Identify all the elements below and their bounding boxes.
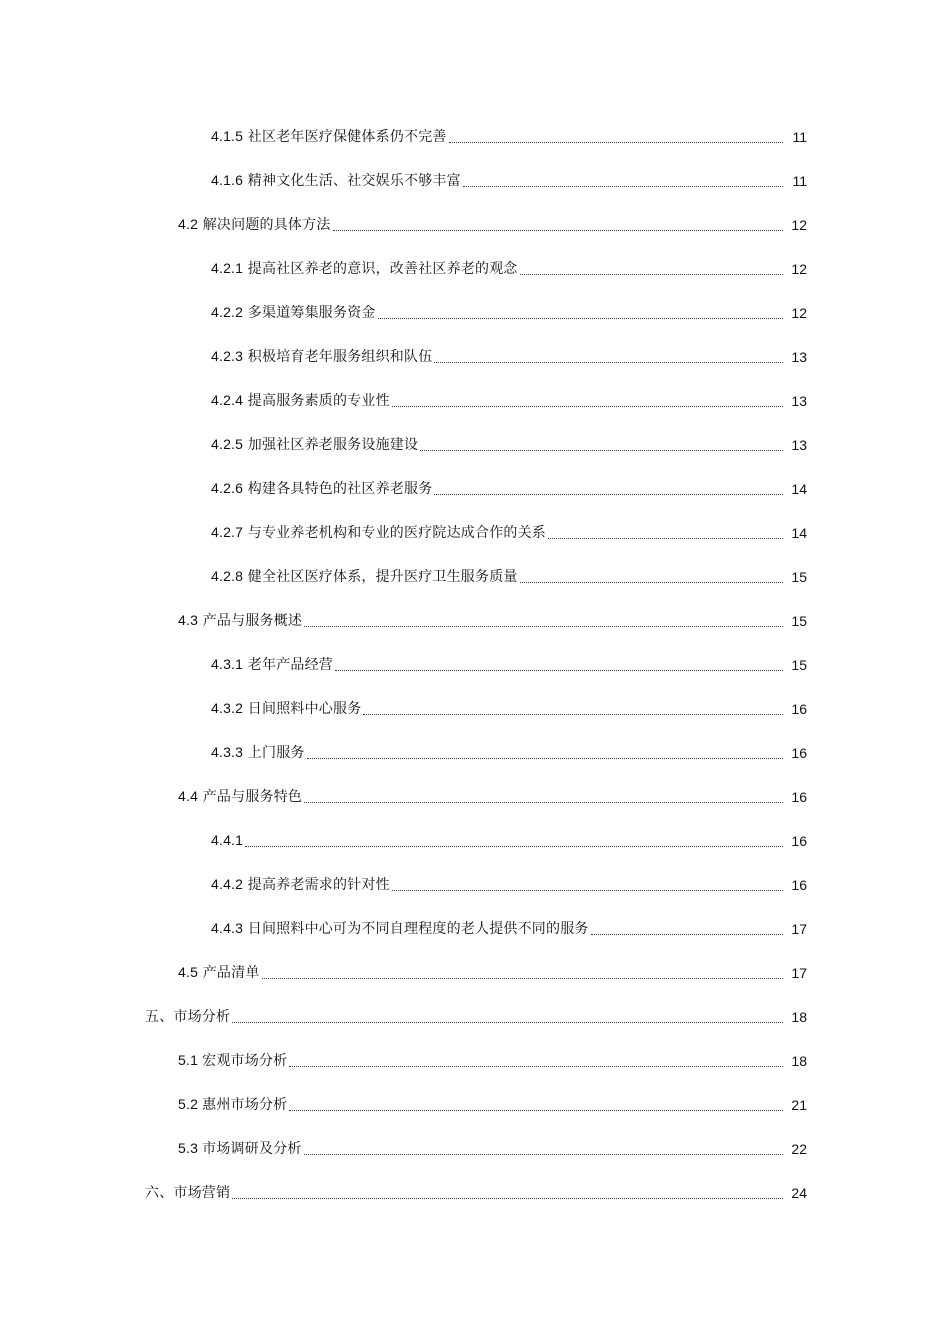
- toc-dot-leader: [520, 273, 783, 275]
- toc-entry-4-1-6[interactable]: [0, 170, 950, 192]
- toc-entry-title: 社区老年医疗保健体系仍不完善: [247, 129, 447, 145]
- toc-entry-text: [211, 477, 432, 500]
- toc-entry-4-2-5[interactable]: [0, 434, 950, 456]
- toc-page-number: 16: [791, 701, 807, 717]
- toc-entry-text: [211, 741, 305, 764]
- toc-dot-leader: [520, 581, 783, 583]
- toc-dot-leader: [232, 1197, 783, 1199]
- toc-entry-number: 4.3.2: [211, 700, 244, 716]
- toc-entry-title: 市场调研及分析: [202, 1141, 302, 1157]
- toc-dot-leader: [392, 889, 783, 891]
- toc-entry-title: 宏观市场分析: [202, 1053, 288, 1069]
- toc-entry-number: 4.5: [178, 964, 199, 980]
- toc-entry-text: [211, 389, 390, 412]
- toc-entry-title: 惠州市场分析: [202, 1097, 288, 1113]
- toc-entry-title: 多渠道筹集服务资金: [247, 305, 376, 321]
- toc-entry-4-4[interactable]: [0, 786, 950, 808]
- toc-page-number: 13: [791, 393, 807, 409]
- toc-entry-number: 4.4.1: [211, 832, 244, 848]
- toc-entry-number: 4.2.1: [211, 260, 244, 276]
- toc-dot-leader: [591, 933, 783, 935]
- toc-entry-title: 健全社区医疗体系，提升医疗卫生服务质量: [247, 569, 518, 585]
- toc-entry-text: [178, 1049, 287, 1072]
- toc-dot-leader: [307, 757, 783, 759]
- toc-entry-text: [211, 653, 333, 676]
- toc-page-number: 18: [791, 1009, 807, 1025]
- table-of-contents: [0, 126, 950, 1226]
- toc-dot-leader: [420, 449, 783, 451]
- toc-dot-leader: [392, 405, 783, 407]
- toc-entry-4-4-1[interactable]: [0, 830, 950, 852]
- toc-entry-number: 4.3.1: [211, 656, 244, 672]
- toc-page-number: 12: [791, 305, 807, 321]
- toc-entry-number: 4.2.7: [211, 524, 244, 540]
- toc-page-number: 17: [791, 965, 807, 981]
- toc-entry-number: 4.3: [178, 612, 199, 628]
- toc-entry-number: 4.4.3: [211, 920, 244, 936]
- toc-entry-4-3[interactable]: [0, 610, 950, 632]
- toc-dot-leader: [304, 801, 783, 803]
- toc-dot-leader: [463, 185, 783, 187]
- toc-entry-4-1-5[interactable]: [0, 126, 950, 148]
- toc-entry-number: 4.1.6: [211, 172, 244, 188]
- toc-entry-text: [178, 1137, 302, 1160]
- toc-page-number: 15: [791, 657, 807, 673]
- toc-dot-leader: [434, 493, 783, 495]
- toc-dot-leader: [304, 1153, 783, 1155]
- toc-entry-4-2-7[interactable]: [0, 522, 950, 544]
- toc-entry-title: 日间照料中心可为不同自理程度的老人提供不同的服务: [247, 921, 589, 937]
- toc-entry-text: [211, 345, 432, 368]
- toc-entry-number: 4.2.5: [211, 436, 244, 452]
- toc-entry-title: 提高服务素质的专业性: [247, 393, 390, 409]
- toc-entry-4-2-8[interactable]: [0, 566, 950, 588]
- toc-entry-text: [211, 433, 418, 456]
- toc-page-number: 12: [791, 261, 807, 277]
- toc-entry-number: 5.1: [178, 1052, 203, 1068]
- toc-entry-4-2-3[interactable]: [0, 346, 950, 368]
- toc-dot-leader: [548, 537, 783, 539]
- toc-entry-number: 4.4: [178, 788, 199, 804]
- toc-page-number: 17: [791, 921, 807, 937]
- toc-entry-text: [145, 1182, 230, 1204]
- toc-dot-leader: [434, 361, 783, 363]
- toc-entry-4-2-4[interactable]: [0, 390, 950, 412]
- toc-entry-number: 4.1.5: [211, 128, 244, 144]
- toc-entry-text: [178, 961, 260, 984]
- toc-entry-number: 4.2: [178, 216, 199, 232]
- toc-entry-number: 4.2.4: [211, 392, 244, 408]
- toc-page-number: 18: [791, 1053, 807, 1069]
- toc-entry-chapter-5[interactable]: [0, 1006, 950, 1028]
- toc-entry-title: 日间照料中心服务: [247, 701, 362, 717]
- toc-page-number: 15: [791, 613, 807, 629]
- toc-entry-number: 4.2.2: [211, 304, 244, 320]
- toc-dot-leader: [245, 845, 783, 847]
- toc-dot-leader: [378, 317, 783, 319]
- toc-dot-leader: [289, 1109, 783, 1111]
- toc-entry-title: 市场分析: [173, 1009, 231, 1025]
- toc-page-number: 24: [791, 1185, 807, 1201]
- toc-entry-number: 4.2.6: [211, 480, 244, 496]
- toc-entry-text: [211, 521, 546, 544]
- toc-entry-number: 六、: [145, 1185, 174, 1201]
- toc-entry-number: 5.2: [178, 1096, 203, 1112]
- toc-entry-text: [211, 873, 390, 896]
- toc-page-number: 16: [791, 833, 807, 849]
- toc-page-number: 14: [791, 525, 807, 541]
- toc-dot-leader: [363, 713, 783, 715]
- toc-entry-text: [178, 213, 331, 236]
- toc-page-number: 16: [791, 877, 807, 893]
- toc-entry-title: 产品与服务特色: [202, 789, 303, 805]
- toc-page-number: 11: [792, 173, 807, 189]
- toc-entry-text: [211, 301, 376, 324]
- toc-entry-title: 提高社区养老的意识，改善社区养老的观念: [247, 261, 518, 277]
- toc-page-number: 16: [791, 745, 807, 761]
- toc-page-number: 13: [791, 437, 807, 453]
- toc-entry-title: 提高养老需求的针对性: [247, 877, 390, 893]
- toc-entry-text: [211, 917, 589, 940]
- toc-entry-text: [211, 125, 447, 148]
- toc-page-number: 21: [791, 1097, 807, 1113]
- toc-entry-title: 产品清单: [202, 965, 260, 981]
- toc-entry-5-1[interactable]: [0, 1050, 950, 1072]
- toc-entry-4-2-6[interactable]: [0, 478, 950, 500]
- toc-entry-text: [178, 785, 302, 808]
- toc-entry-text: [178, 1093, 287, 1116]
- toc-dot-leader: [304, 625, 783, 627]
- toc-page-number: 13: [791, 349, 807, 365]
- toc-entry-text: [211, 697, 361, 720]
- toc-entry-title: 解决问题的具体方法: [202, 217, 331, 233]
- toc-entry-text: [145, 1006, 230, 1028]
- toc-entry-text: [178, 609, 302, 632]
- toc-entry-number: 4.3.3: [211, 744, 244, 760]
- toc-dot-leader: [449, 141, 783, 143]
- toc-entry-4-2-1[interactable]: [0, 258, 950, 280]
- toc-entry-4-2[interactable]: [0, 214, 950, 236]
- toc-dot-leader: [289, 1065, 783, 1067]
- toc-entry-4-4-3[interactable]: [0, 918, 950, 940]
- toc-entry-title: 市场营销: [173, 1185, 231, 1201]
- toc-entry-number: 五、: [145, 1009, 174, 1025]
- toc-entry-4-5[interactable]: [0, 962, 950, 984]
- toc-page-number: 15: [791, 569, 807, 585]
- toc-entry-title: 老年产品经营: [247, 657, 333, 673]
- toc-entry-title: 上门服务: [247, 745, 305, 761]
- toc-entry-text: [211, 169, 461, 192]
- toc-dot-leader: [333, 229, 783, 231]
- toc-entry-4-4-2[interactable]: [0, 874, 950, 896]
- toc-page-number: 14: [791, 481, 807, 497]
- toc-dot-leader: [232, 1021, 783, 1023]
- toc-entry-5-2[interactable]: [0, 1094, 950, 1116]
- toc-entry-text: [211, 829, 243, 852]
- toc-page-number: 11: [792, 129, 807, 145]
- toc-page-number: 16: [791, 789, 807, 805]
- toc-entry-number: 5.3: [178, 1140, 203, 1156]
- toc-entry-4-3-1[interactable]: [0, 654, 950, 676]
- toc-entry-title: 产品与服务概述: [202, 613, 303, 629]
- toc-entry-text: [211, 257, 518, 280]
- toc-entry-chapter-6[interactable]: [0, 1182, 950, 1204]
- toc-entry-title: 积极培育老年服务组织和队伍: [247, 349, 433, 365]
- toc-dot-leader: [335, 669, 783, 671]
- toc-entry-number: 4.2.8: [211, 568, 244, 584]
- toc-entry-title: 构建各具特色的社区养老服务: [247, 481, 433, 497]
- toc-dot-leader: [262, 977, 783, 979]
- toc-entry-title: 加强社区养老服务设施建设: [247, 437, 419, 453]
- toc-entry-4-3-3[interactable]: [0, 742, 950, 764]
- toc-entry-title: 与专业养老机构和专业的医疗院达成合作的关系: [247, 525, 546, 541]
- toc-entry-number: 4.4.2: [211, 876, 244, 892]
- toc-entry-title: 精神文化生活、社交娱乐不够丰富: [247, 173, 461, 189]
- toc-entry-number: 4.2.3: [211, 348, 244, 364]
- toc-entry-4-2-2[interactable]: [0, 302, 950, 324]
- toc-entry-5-3[interactable]: [0, 1138, 950, 1160]
- toc-entry-text: [211, 565, 518, 588]
- toc-page-number: 12: [791, 217, 807, 233]
- toc-page-number: 22: [791, 1141, 807, 1157]
- toc-entry-4-3-2[interactable]: [0, 698, 950, 720]
